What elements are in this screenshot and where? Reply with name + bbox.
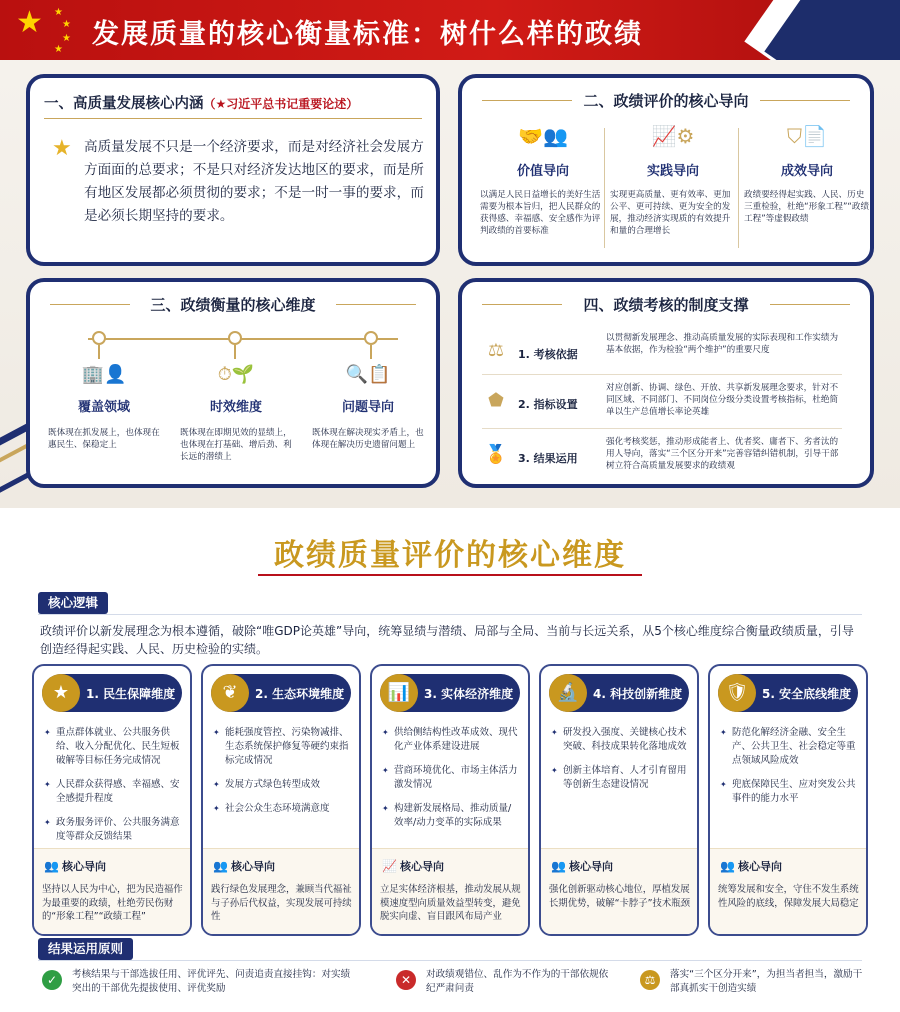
bar-chart-icon: 📊	[380, 674, 418, 712]
core-text: 坚持以人民为中心，把为民造福作为最重要的政绩，杜绝劳民伤财的“形象工程”“政绩工程”	[42, 884, 183, 922]
card-title: 三、政绩衡量的核心维度	[150, 296, 316, 314]
support-row	[482, 436, 842, 484]
dimension-card-ecology	[201, 664, 361, 936]
core-orientation	[34, 848, 190, 934]
star-icon: ★	[54, 44, 63, 55]
dimension-list	[213, 726, 351, 826]
list-item: ✦ 重点群体就业、公共服务供给、收入分配优化、民生短板破解等目标任务完成情况	[44, 726, 182, 768]
timeline-stem	[234, 345, 236, 359]
dimension-name: 2. 生态环境维度	[255, 687, 345, 701]
dimension-card-security	[708, 664, 868, 936]
divider	[738, 128, 739, 248]
tag-rule	[38, 960, 862, 961]
card-core-connotation	[26, 74, 440, 266]
dimension-name: 问题导向	[341, 400, 394, 415]
star-icon: ★	[62, 19, 71, 30]
core-text: 强化创新驱动核心地位，厚植发展长期优势，破解“卡脖子”技术瓶颈	[549, 884, 690, 909]
dimension-name: 5. 安全底线维度	[762, 687, 852, 701]
result-tag: 结果运用原则	[38, 938, 133, 960]
card-subtitle: （★习近平总书记重要论述）	[203, 97, 359, 111]
orientation-text: 以满足人民日益增长的美好生活需要为根本旨归，把人民群众的获得感、幸福感、安全感作为评判政绩的首要标准	[480, 190, 601, 236]
support-label: 2. 指标设置	[518, 398, 578, 411]
dimension-header	[549, 674, 689, 712]
title-rule	[44, 118, 422, 119]
card-measurement-dimensions	[26, 278, 440, 488]
result-item	[42, 968, 352, 1004]
bottom-section	[0, 508, 900, 1012]
dimension-name: 4. 科技创新维度	[593, 687, 683, 701]
dimension-header	[211, 674, 351, 712]
title-underline	[258, 574, 642, 576]
list-item: ✦ 兜底保障民生、应对突发公共事件的能力水平	[720, 778, 858, 806]
dimension-list	[44, 726, 182, 854]
core-orientation	[203, 848, 359, 934]
card-title	[44, 92, 436, 113]
divider	[482, 374, 842, 375]
star-icon: ★	[52, 136, 72, 161]
balance-icon: ⚖	[640, 970, 660, 990]
chart-gear-icon: 📈⚙	[651, 124, 695, 148]
section-title: 政绩质量评价的核心维度	[274, 538, 626, 573]
title-rule	[482, 304, 562, 305]
title-rule	[760, 100, 850, 101]
dimension-text: 既体现在解决现实矛盾上，也体现在解决历史遗留问题上	[312, 428, 424, 450]
people-icon: 👥	[44, 859, 59, 873]
title-rule	[770, 304, 850, 305]
dimension-card-economy	[370, 664, 530, 936]
list-item: ✦ 营商环境优化、市场主体活力激发情况	[382, 764, 520, 792]
core-label: 核心导向	[231, 860, 275, 873]
core-orientation	[541, 848, 697, 934]
card-title: 二、政绩评价的核心导向	[583, 92, 749, 110]
timeline-stem	[370, 345, 372, 359]
card-body: 高质量发展不只是一个经济要求，而是对经济社会发展方方面面的总要求；不是只对经济发达地区的要求，而是所有地区发展都必须贯彻的要求；不是一时一事的要求，而是必须长期坚持的要求。	[84, 139, 424, 224]
medal-icon: 🏅	[484, 444, 508, 465]
chart-icon: 📈	[382, 859, 397, 873]
orientation-value	[480, 124, 606, 237]
dimension-problem	[312, 364, 424, 451]
support-label: 1. 考核依据	[518, 348, 578, 361]
list-item: ✦ 社会公众生态环境满意度	[213, 802, 351, 816]
card-institutional-support	[458, 278, 874, 488]
core-orientation	[372, 848, 528, 934]
title-rule	[50, 304, 130, 305]
card-title: 四、政绩考核的制度支撑	[583, 296, 749, 314]
search-doc-icon: 🔍📋	[345, 364, 391, 385]
dimension-name: 3. 实体经济维度	[424, 687, 514, 701]
page-title: 发展质量的核心衡量标准：树什么样的政绩	[92, 19, 643, 50]
dimension-name: 覆盖领域	[77, 400, 130, 415]
microscope-icon: 🔬	[549, 674, 587, 712]
list-item: ✦ 能耗强度管控、污染物减排、生态系统保护修复等硬约束指标完成情况	[213, 726, 351, 768]
title-rule	[336, 304, 416, 305]
cross-icon: ✕	[396, 970, 416, 990]
list-item: ✦ 政务服务评价、公共服务满意度等群众反馈结果	[44, 816, 182, 844]
orientation-name: 价值导向	[516, 164, 569, 179]
dimension-card-innovation	[539, 664, 699, 936]
buildings-icon: 🏢👤	[81, 364, 127, 385]
dimension-list	[720, 726, 858, 816]
core-label: 核心导向	[569, 860, 613, 873]
support-row	[482, 332, 842, 380]
result-text: 考核结果与干部选拔任用、评优评先、问责追责直接挂钩：对实绩突出的干部优先提拔使用、评优奖励	[72, 969, 351, 994]
timeline-stem	[98, 345, 100, 359]
card-evaluation-orientation	[458, 74, 874, 266]
shield-lock-icon: 🛡	[718, 674, 756, 712]
title-banner	[0, 0, 900, 60]
list-item: ✦ 构建新发展格局、推动质量/效率/动力变革的实际成果	[382, 802, 520, 830]
dimension-name: 时效维度	[209, 400, 262, 415]
intro-text: 政绩评价以新发展理念为根本遵循，破除“唯GDP论英雄”导向，统筹显绩与潜绩、局部与全局、当前与长远关系，从5个核心维度综合衡量政绩质量，引导创造经得起实践、人民、历史检验的实绩。	[40, 624, 854, 656]
star-hand-icon: ★	[42, 674, 80, 712]
dimension-list	[551, 726, 689, 802]
orientation-result	[744, 124, 870, 225]
dimension-list	[382, 726, 520, 840]
support-row	[482, 382, 842, 430]
support-text: 强化考核奖惩，推动形成能者上、优者奖、庸者下、劣者汰的用人导向，落实“三个区分开来”完善容错纠错机制，引导干部树立符合高质量发展要求的政绩观	[606, 437, 839, 471]
core-label: 核心导向	[400, 860, 444, 873]
dimension-name: 1. 民生保障维度	[86, 687, 176, 701]
list-item: ✦ 发展方式绿色转型成效	[213, 778, 351, 792]
core-text: 统筹发展和安全，守住不发生系统性风险的底线，保障发展大局稳定	[718, 884, 859, 909]
timeline-line	[88, 338, 398, 340]
scale-icon: ⚖	[487, 340, 505, 361]
tag-rule	[38, 614, 862, 615]
core-orientation	[710, 848, 866, 934]
star-icon: ★	[62, 33, 71, 44]
pentagon-icon: ⬟	[488, 390, 504, 411]
orientation-practice	[610, 124, 736, 237]
orientation-name: 成效导向	[780, 164, 833, 179]
timeline-node	[228, 331, 242, 345]
dimension-timing	[180, 364, 292, 463]
people-icon: 👥	[213, 859, 228, 873]
divider	[482, 428, 842, 429]
dimension-coverage	[48, 364, 160, 451]
people-icon: 👥	[720, 859, 735, 873]
star-icon: ★	[16, 5, 43, 40]
leaf-hand-icon: ❦	[211, 674, 249, 712]
list-item: ✦ 研发投入强度、关键核心技术突破、科技成果转化落地成效	[551, 726, 689, 754]
support-text: 以贯彻新发展理念、推动高质量发展的实际表现和工作实绩为基本依据，作为检验“两个维护”的重要尺度	[606, 333, 839, 355]
result-item	[396, 968, 616, 1004]
handshake-icon: 🤝👥	[518, 124, 568, 148]
dimension-header	[42, 674, 182, 712]
list-item: ✦ 供给侧结构性改革成效、现代化产业体系建设进展	[382, 726, 520, 754]
core-label: 核心导向	[62, 860, 106, 873]
support-label: 3. 结果运用	[518, 452, 578, 465]
list-item: ✦ 创新主体培育、人才引育留用等创新生态建设情况	[551, 764, 689, 792]
dimension-card-livelihood	[32, 664, 192, 936]
card-title-text: 一、高质量发展核心内涵	[44, 96, 204, 112]
logic-tag: 核心逻辑	[38, 592, 108, 614]
clock-plant-icon: ⏱🌱	[217, 364, 255, 385]
people-icon: 👥	[551, 859, 566, 873]
list-item: ✦ 防范化解经济金融、安全生产、公共卫生、社会稳定等重点领域风险成效	[720, 726, 858, 768]
orientation-name: 实践导向	[646, 164, 699, 179]
result-text: 落实“三个区分开来”，为担当者担当，激励干部真抓实干创造实绩	[670, 969, 863, 994]
core-label: 核心导向	[738, 860, 782, 873]
orientation-text: 政绩要经得起实践、人民、历史三重检验，杜绝“形象工程”“政绩工程”等虚假政绩	[744, 190, 870, 224]
title-rule	[482, 100, 572, 101]
result-item	[640, 968, 870, 1004]
result-text: 对政绩观错位、乱作为不作为的干部依规依纪严肃问责	[426, 969, 609, 994]
check-icon: ✓	[42, 970, 62, 990]
core-text: 立足实体经济根基，推动发展从规模速度型向质量效益型转变，避免脱实向虚、盲目跟风布局产业	[380, 884, 521, 922]
timeline-node	[364, 331, 378, 345]
star-icon: ★	[54, 7, 63, 18]
timeline-node	[92, 331, 106, 345]
dimension-text: 既体现在即期见效的显绩上，也体现在打基础、增后劲、利长远的潜绩上	[180, 428, 292, 462]
list-item: ✦ 人民群众获得感、幸福感、安全感提升程度	[44, 778, 182, 806]
dimension-text: 既体现在抓发展上，也体现在惠民生、保稳定上	[48, 428, 160, 450]
stamp-icon: ⛉📄	[787, 124, 827, 148]
support-text: 对应创新、协调、绿色、开放、共享新发展理念要求，针对不同区域、不同部门、不同岗位分级分类设置考核指标，杜绝简单以生产总值增长率论英雄	[606, 383, 839, 417]
dimension-header	[718, 674, 858, 712]
core-text: 践行绿色发展理念，兼顾当代福祉与子孙后代权益，实现发展可持续性	[211, 884, 352, 922]
divider	[604, 128, 605, 248]
orientation-text: 实现更高质量、更有效率、更加公平、更可持续、更为安全的发展，推动经济实现质的有效提升和量的合理增长	[610, 190, 731, 236]
dimension-header	[380, 674, 520, 712]
